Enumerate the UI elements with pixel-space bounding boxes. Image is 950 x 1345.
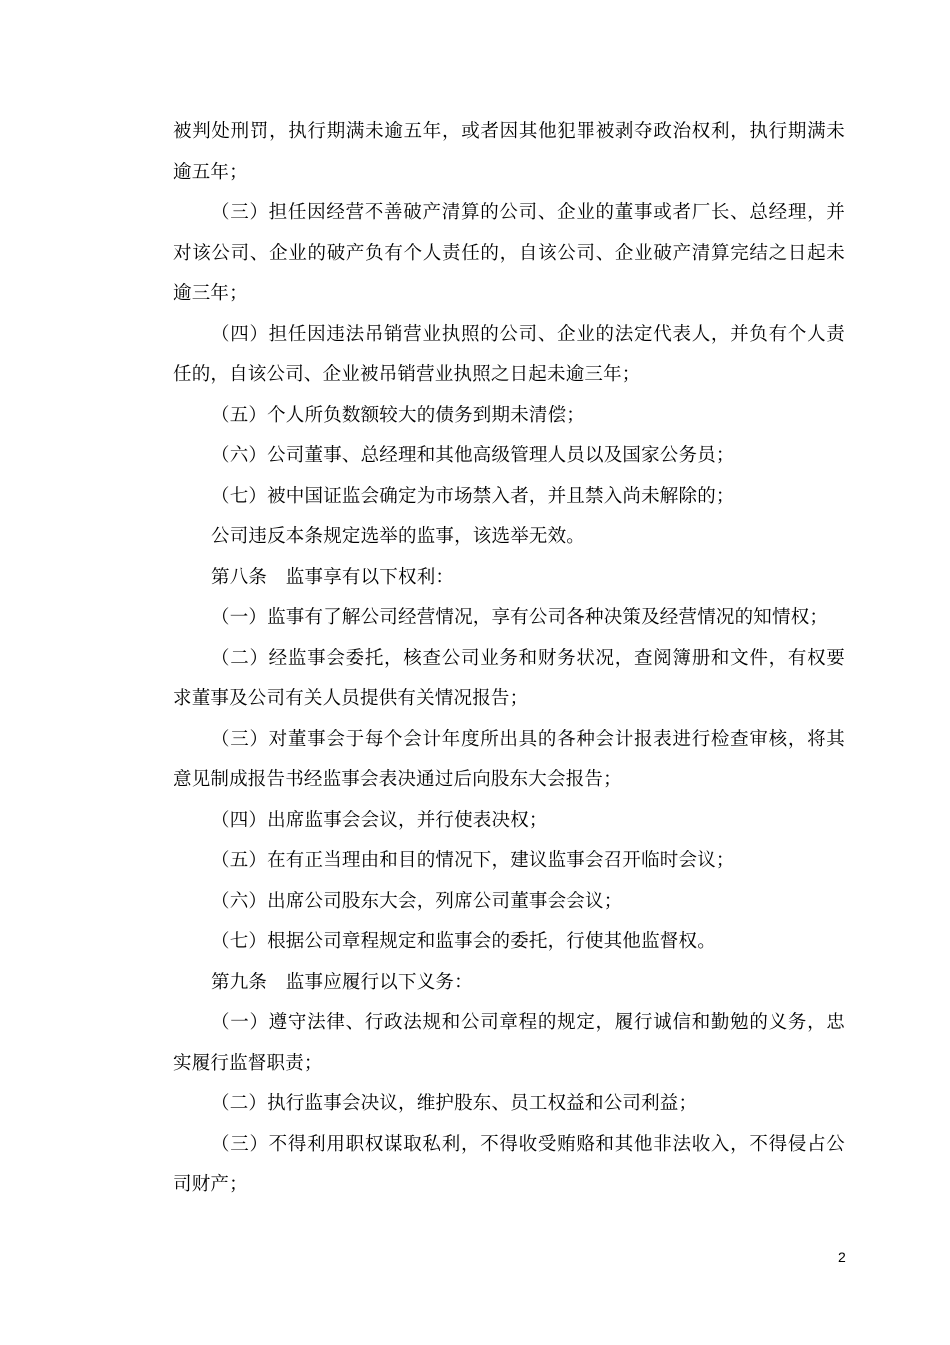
paragraph-3: （四）担任因违法吊销营业执照的公司、企业的法定代表人，并负有个人责任的，自该公司、企业被吊销营业执照之日起未逾三年； (173, 323, 845, 385)
paragraph-11: （三）对董事会于每个会计年度所出具的各种会计报表进行检查审核，将其意见制成报告书经监事会表决通过后向股东大会报告； (173, 728, 845, 790)
page-number: 2 (838, 1249, 846, 1265)
paragraph-19: （三）不得利用职权谋取私利，不得收受贿赂和其他非法收入，不得侵占公司财产； (173, 1133, 845, 1195)
document-body (173, 112, 845, 1206)
paragraph-18: （二）执行监事会决议，维护股东、员工权益和公司利益； (211, 1093, 698, 1114)
paragraph-10: （二）经监事会委托，核查公司业务和财务状况，查阅簿册和文件，有权要求董事及公司有关人员提供有关情况报告； (173, 647, 845, 709)
paragraph-14: （六）出席公司股东大会，列席公司董事会会议； (211, 890, 623, 912)
article-9-heading: 第九条 监事应履行以下义务： (211, 971, 473, 993)
paragraph-6: （七）被中国证监会确定为市场禁入者，并且禁入尚未解除的； (211, 485, 735, 507)
paragraph-9: （一）监事有了解公司经营情况，享有公司各种决策及经营情况的知情权； (211, 607, 829, 628)
paragraph-17: （一）遵守法律、行政法规和公司章程的规定，履行诚信和勤勉的义务，忠实履行监督职责； (173, 1012, 845, 1074)
paragraph-13: （五）在有正当理由和目的情况下，建议监事会召开临时会议； (211, 850, 735, 871)
paragraph-1: 被判处刑罚，执行期满未逾五年，或者因其他犯罪被剥夺政治权利，执行期满未逾五年； (173, 121, 845, 183)
paragraph-15: （七）根据公司章程规定和监事会的委托，行使其他监督权。 (211, 931, 716, 952)
paragraph-5: （六）公司董事、总经理和其他高级管理人员以及国家公务员； (211, 445, 735, 466)
paragraph-12: （四）出席监事会会议，并行使表决权； (211, 809, 548, 831)
paragraph-7: 公司违反本条规定选举的监事，该选举无效。 (211, 526, 586, 547)
paragraph-4: （五）个人所负数额较大的债务到期未清偿； (211, 404, 586, 426)
paragraph-2: （三）担任因经营不善破产清算的公司、企业的董事或者厂长、总经理，并对该公司、企业的破产负有个人责任的，自该公司、企业破产清算完结之日起未逾三年； (173, 202, 845, 304)
article-8-heading: 第八条 监事享有以下权利： (211, 566, 455, 588)
